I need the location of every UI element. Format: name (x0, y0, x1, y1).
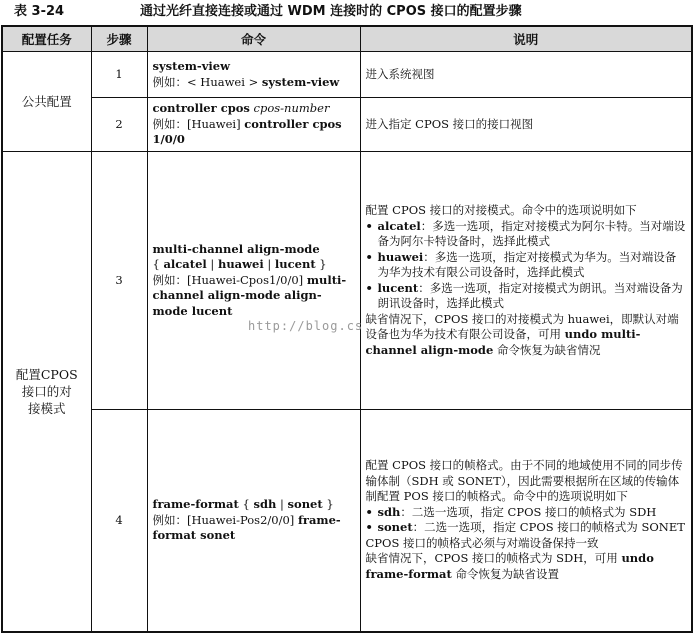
example-command: controller cpos 1/0/0 (152, 116, 342, 147)
option-keyword: sdh (253, 497, 277, 511)
list-item (378, 219, 687, 250)
command-argument: cpos-number (253, 101, 330, 116)
header-description: 说明 (360, 26, 692, 52)
description-cell: 进入系统视图 (360, 52, 692, 98)
command-cell (147, 410, 360, 632)
step-number: 3 (91, 152, 147, 410)
command-cell (147, 98, 360, 152)
table-row (2, 52, 692, 98)
list-item (378, 505, 687, 521)
example-command: multi-channel align-mode align-mode lucent (152, 272, 347, 318)
undo-command: undo frame-format (365, 551, 654, 581)
default-text: 缺省情况下，CPOS 接口的帧格式为 SDH，可用 (365, 551, 618, 566)
option-text: ：多选一选项，指定对接模式为阿尔卡特。当对端设备为阿尔卡特设备时，选择此模式 (377, 218, 686, 248)
option-name: alcatel (377, 218, 421, 233)
command-cell (147, 152, 360, 410)
option-separator: | (210, 257, 215, 272)
option-text: ：多选一选项，指定对接模式为华为。当对端设备为华为技术有限公司设备时，选择此模式 (377, 249, 677, 279)
description-default (366, 312, 687, 359)
step-number: 1 (91, 52, 147, 98)
example-prefix: 例如： (152, 116, 187, 131)
option-name: sonet (377, 520, 413, 535)
table-number: 表 3-24 (14, 4, 65, 19)
header-step: 步骤 (91, 26, 147, 52)
command-keyword: multi-channel align-mode (152, 241, 320, 256)
option-text: ：二选一选项，指定 CPOS 接口的帧格式为 SONET (412, 520, 685, 535)
option-text: ：多选一选项，指定对接模式为朗讯。当对端设备为朗讯设备时，选择此模式 (377, 280, 683, 310)
table-header-row (2, 26, 692, 52)
option-name: sdh (377, 504, 401, 519)
command-keyword: system-view (152, 59, 230, 73)
step-number: 2 (91, 98, 147, 152)
list-item (378, 250, 687, 281)
option-text: ：二选一选项，指定 CPOS 接口的帧格式为 SDH (400, 504, 657, 519)
brace-close: } (326, 497, 334, 511)
option-name: huawei (377, 249, 424, 264)
option-list (366, 505, 687, 536)
step-number: 4 (91, 410, 147, 632)
option-separator: | (267, 257, 272, 272)
example-prompt: [Huawei] (187, 116, 241, 131)
command-cell (147, 52, 360, 98)
default-text-end: 命令恢复为缺省情况 (496, 342, 601, 357)
option-keyword: alcatel (163, 257, 207, 272)
example-prefix: 例如： (152, 512, 187, 527)
task-common-config: 公共配置 (2, 52, 91, 152)
table-row (2, 410, 692, 632)
watermark-text: http://blog.cs (248, 319, 364, 333)
option-keyword: sonet (287, 497, 323, 511)
command-keyword: controller cpos (152, 101, 250, 116)
description-intro: 配置 CPOS 接口的对接模式。命令中的选项说明如下 (365, 203, 637, 217)
example-prefix: 例如： (152, 272, 187, 287)
list-item (378, 520, 687, 536)
task-line: 接口的对 (21, 383, 72, 399)
description-note: CPOS 接口的帧格式必须与对端设备保持一致 (365, 535, 599, 550)
table-caption (0, 0, 695, 24)
table-title: 通过光纤直接连接或通过 WDM 连接时的 CPOS 接口的配置步骤 (140, 4, 522, 19)
option-keyword: huawei (217, 257, 264, 272)
header-task: 配置任务 (2, 26, 91, 52)
description-cell (360, 152, 692, 410)
table-row (2, 152, 692, 410)
description-default (366, 551, 687, 582)
option-separator: | (280, 497, 284, 511)
task-line: 接模式 (27, 400, 66, 416)
example-command: system-view (261, 74, 340, 89)
table-row (2, 98, 692, 152)
default-text: 缺省情况下，CPOS 接口的对接模式为 huawei，即默认对端设备也为华为技术有限公司设备，可用 (365, 311, 679, 341)
example-command: frame-format sonet (152, 512, 341, 542)
undo-command: undo multi-channel align-mode (365, 327, 641, 357)
example-prompt: [Huawei-Cpos1/0/0] (187, 272, 304, 287)
example-prompt: [Huawei-Pos2/0/0] (187, 512, 295, 527)
list-item (378, 281, 687, 312)
option-list (366, 219, 687, 312)
command-keyword: frame-format (152, 497, 239, 511)
brace-close: } (319, 257, 327, 272)
option-keyword: lucent (274, 257, 316, 272)
description-cell (360, 410, 692, 632)
example-prefix: 例如： (152, 74, 187, 89)
description-intro: 配置 CPOS 接口的帧格式。由于不同的地域使用不同的同步传输体制（SDH 或 SONET），因此需要根据所在区域的传输体制配置 POS 接口的帧格式。命令中的选项说明如下 (365, 458, 683, 504)
example-prompt: < Huawei > (187, 74, 259, 89)
header-command: 命令 (147, 26, 360, 52)
brace-open: { (242, 497, 250, 511)
task-line: 配置CPOS (15, 366, 78, 382)
task-align-mode-config (2, 152, 91, 632)
brace-open: { (152, 257, 160, 272)
option-name: lucent (377, 280, 419, 295)
description-cell: 进入指定 CPOS 接口的接口视图 (360, 98, 692, 152)
default-text-end: 命令恢复为缺省设置 (455, 566, 559, 581)
